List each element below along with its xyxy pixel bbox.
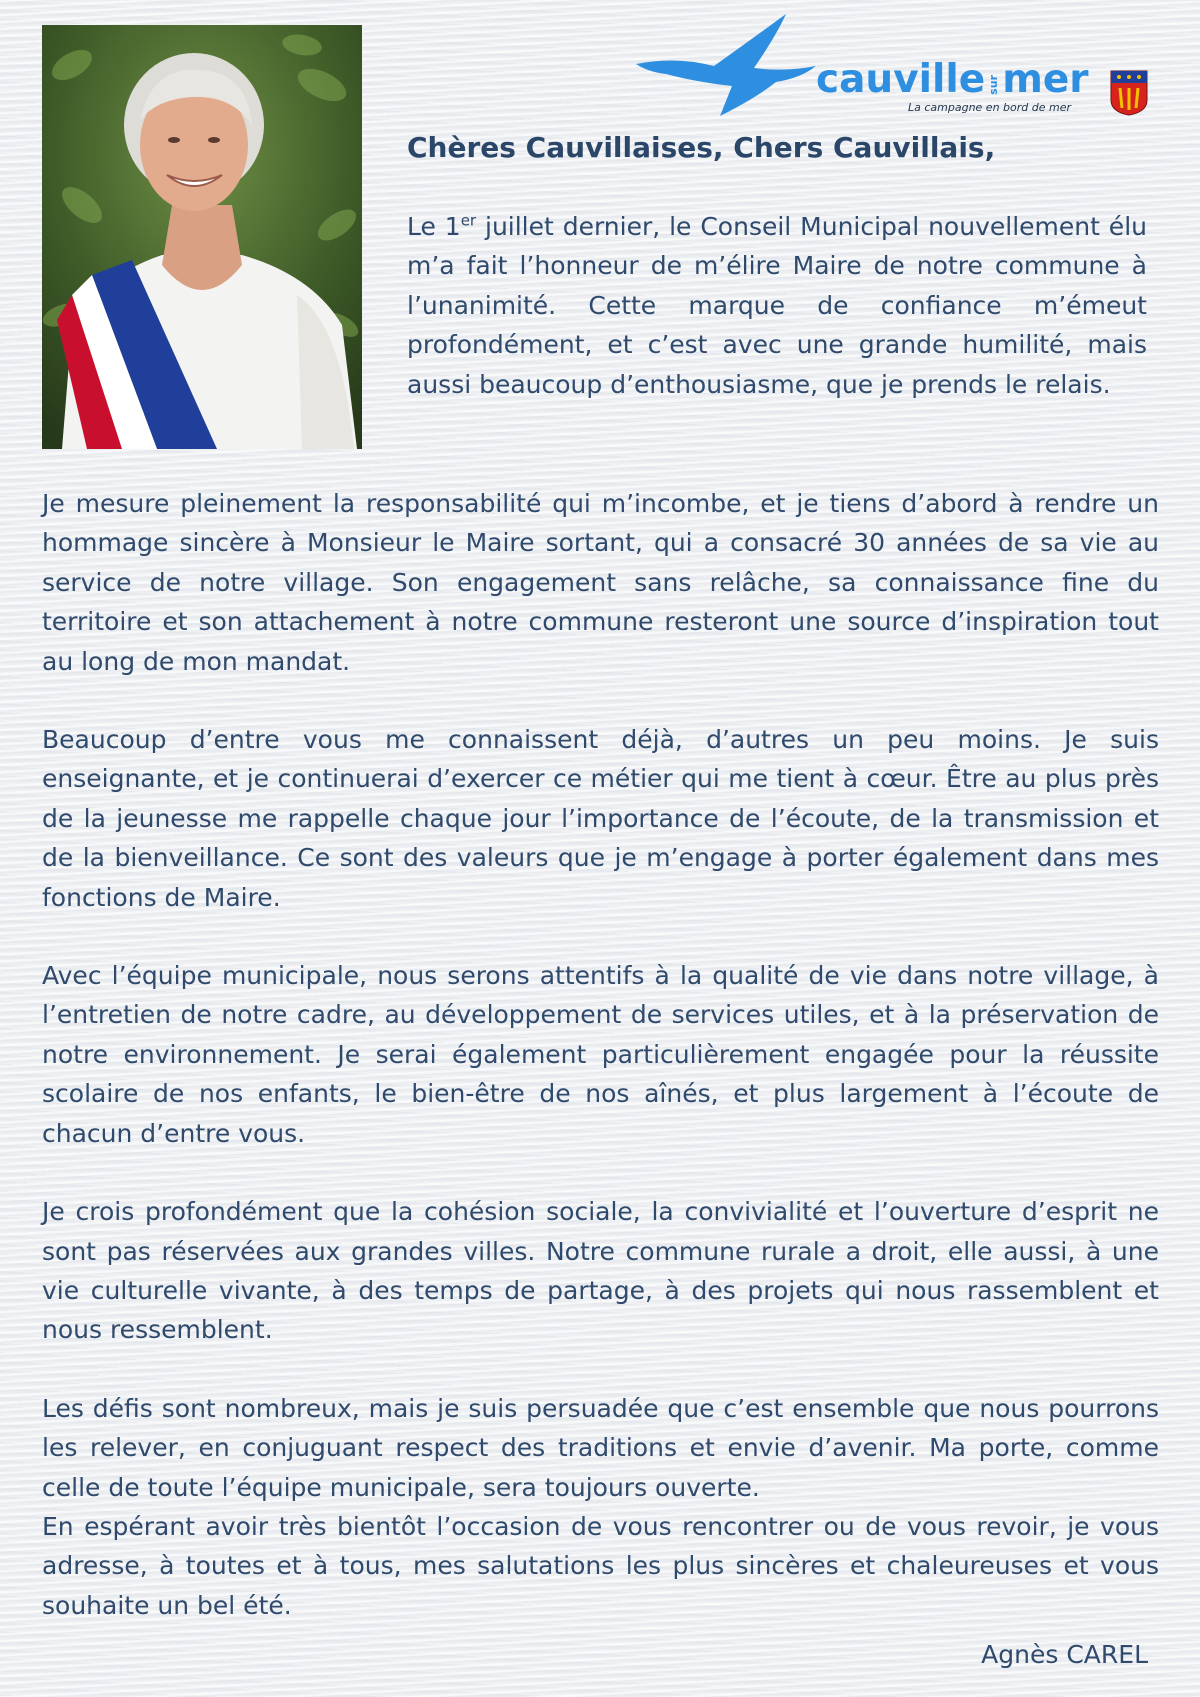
coat-of-arms-icon (1110, 70, 1148, 116)
letter-greeting: Chères Cauvillaises, Chers Cauvillais, (407, 131, 996, 164)
paragraph-cohesion: Je crois profondément que la cohésion sociale, la convivialité et l’ouverture d’esprit ne sont pas réservées aux grandes villes. Notre commune rurale a droit, elle aussi, à une vie culturelle vivante, à des temps de partage, à des projets qui nous rassemblent et nous ressemblent. (42, 1197, 1159, 1345)
signature: Agnès CAREL (981, 1640, 1148, 1669)
intro-superscript: er (460, 211, 477, 230)
letter-body (42, 484, 1159, 1625)
intro-start: Le 1 (407, 212, 461, 241)
intro-paragraph (407, 207, 1147, 404)
paragraph-team: Avec l’équipe municipale, nous serons attentifs à la qualité de vie dans notre village, à l’entretien de notre cadre, au développement de services utiles, et à la préservation de notre environnement. Je serai également particulièrement engagée pour la réussite scolaire de nos enfants, le bien-être de nos aînés, et plus largement à l’écoute de chacun d’entre vous. (42, 961, 1159, 1148)
logo-wordmark (816, 57, 1089, 102)
paragraph-closing: En espérant avoir très bientôt l’occasion de vous rencontrer ou de vous revoir, je vous adresse, à toutes et à tous, mes salutations les plus sincères et chaleureuses et vous souhaite un bel été. (42, 1511, 1159, 1620)
logo-word-sur: sur (987, 75, 1001, 95)
logo-word-end: mer (1002, 57, 1089, 102)
cauville-logo (636, 6, 1156, 122)
paragraph-challenges: Les défis sont nombreux, mais je suis persuadée que c’est ensemble que nous pourrons les relever, en conjuguant respect des traditions et envie d’avenir. Ma porte, comme celle de toute l’équipe municipale, sera toujours ouverte. (42, 1393, 1159, 1502)
paragraph-tribute: Je mesure pleinement la responsabilité qui m’incombe, et je tiens d’abord à rendre un hommage sincère à Monsieur le Maire sortant, qui a consacré 30 années de sa vie au service de notre village. Son engagement sans relâche, sa connaissance fine du territoire et son attachement à notre commune resteront une source d’inspiration tout au long de mon mandat. (42, 489, 1159, 676)
intro-rest: juillet dernier, le Conseil Municipal nouvellement élu m’a fait l’honneur de m’élire Maire de notre commune à l’unanimité. Cette marque de confiance m’émeut profondément, et c’est avec une grande humilité, mais aussi beaucoup d’enthousiasme, que je prends le relais. (407, 212, 1147, 399)
portrait-illustration (42, 25, 362, 449)
logo-word-main: cauville (816, 57, 986, 102)
mayor-portrait (42, 25, 362, 449)
paragraph-teacher: Beaucoup d’entre vous me connaissent déjà, d’autres un peu moins. Je suis enseignante, et je continuerai d’exercer ce métier qui me tient à cœur. Être au plus près de la jeunesse me rappelle chaque jour l’importance de l’écoute, de la transmission et de la bienveillance. Ce sont des valeurs que je m’engage à porter également dans mes fonctions de Maire. (42, 725, 1159, 912)
logo-tagline: La campagne en bord de mer (908, 101, 1072, 114)
